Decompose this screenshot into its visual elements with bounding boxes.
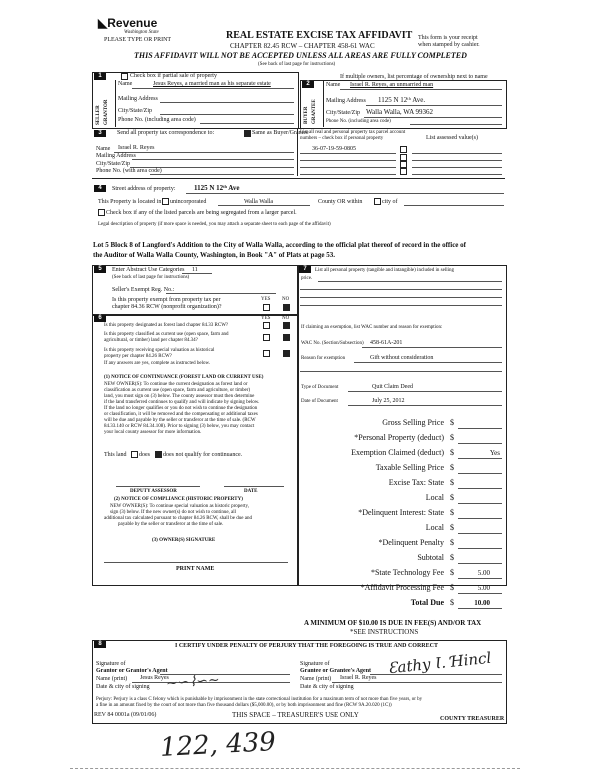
legal-description-label: Legal description of property (if more space is needed, you may attach a separate sheet to each page of the affidavit) (98, 222, 331, 227)
owner-print-name-field[interactable] (104, 562, 288, 563)
please-type-note: PLEASE TYPE OR PRINT (104, 37, 172, 43)
city-of-label: city of (382, 199, 398, 205)
fee-label: Subtotal (417, 553, 444, 562)
print-name-label: PRINT NAME (176, 566, 215, 572)
seller-city-label: City/State/Zip (118, 108, 152, 114)
grantee-signature-label-2: Grantee or Grantee's Agent (300, 668, 372, 674)
see-instructions-note: *SEE INSTRUCTIONS (350, 628, 419, 636)
logo-mark-icon: ◣ (98, 16, 108, 30)
assessed-value-header: List assessed value(s) (426, 135, 478, 141)
currency-sign: $ (450, 478, 454, 487)
grantor-signature-scribble: ~∽⌇∽~ (165, 672, 221, 692)
notice-continuance-line: classification as current use (open space, farm and agriculture, or timber) (104, 388, 251, 393)
located-in-label: This Property is located in (98, 199, 162, 205)
currency-sign: $ (450, 523, 454, 532)
fee-label: Local (425, 523, 444, 532)
street-address-value[interactable]: 1125 N 12ᵗʰ Ave (194, 184, 240, 192)
parcel-number-1[interactable]: 36-07-19-59-0805 (312, 146, 356, 152)
nonprofit-question-2: chapter 84.36 RCW (nonprofit organization)? (112, 304, 222, 310)
tax-mailing-label: Mailing Address (96, 153, 136, 159)
land-does-label: does (139, 452, 150, 458)
fee-label: Excise Tax: State (388, 478, 444, 487)
grantor-signature-label-1: Signature of (96, 661, 126, 667)
land-does-not-checkbox[interactable] (155, 451, 162, 458)
seller-phone-field[interactable] (200, 123, 294, 124)
partial-sale-label: Check box if partial sale of property (130, 73, 217, 79)
land-does-checkbox[interactable] (131, 451, 138, 458)
form-title: REAL ESTATE EXCISE TAX AFFIDAVIT (226, 30, 413, 41)
land-does-not-label: does not qualify for continuance. (163, 452, 243, 458)
notice-continuance-line: NEW OWNER(S): To continue the current designation as forest land or (104, 382, 248, 387)
historic-question-1: Is this property receiving special valuation as historical (104, 348, 215, 353)
buyer-side-label: BUYER (304, 106, 309, 124)
fee-label: *Delinquent Penalty (378, 538, 444, 547)
parcel-header-2: numbers – check box if personal property (300, 136, 384, 141)
currency-sign: $ (450, 568, 454, 577)
buyer-name-value[interactable]: Israel R. Reyes, an unmarried man (350, 82, 434, 88)
notice-continuance-line: If the land no longer qualifies or you do not wish to continue the designation (104, 406, 258, 411)
tax-name-value[interactable]: Israel R. Reyes (118, 145, 155, 151)
current-use-no-checkbox[interactable] (283, 334, 290, 341)
wac-number-value[interactable]: 458-61A-201 (370, 340, 403, 346)
historic-question-2: property per chapter 84.26 RCW? (104, 354, 172, 359)
land-use-value[interactable]: 11 (192, 267, 198, 273)
notice-continuance-title: (1) NOTICE OF CONTINUANCE (FOREST LAND OR CURRENT USE) (104, 375, 264, 380)
currency-sign: $ (450, 583, 454, 592)
tax-phone-label: Phone No. (with area code) (96, 168, 162, 174)
tax-city-label: City/State/Zip (96, 161, 130, 167)
same-as-buyer-checkbox[interactable] (244, 130, 251, 137)
historic-no-checkbox[interactable] (283, 350, 290, 357)
section-number-4: 4 (94, 185, 106, 192)
city-of-field[interactable] (404, 205, 504, 206)
document-type-value[interactable]: Quit Claim Deed (372, 384, 413, 390)
seller-side-label: SELLER (96, 105, 101, 125)
legal-description-line-1: Lot 5 Block 8 of Langford's Addition to the City of Walla Walla, according to the official plat thereof of record in the office of (93, 241, 466, 249)
forest-no-checkbox[interactable] (283, 322, 290, 329)
multiple-owners-note: If multiple owners, list percentage of ownership next to name (340, 74, 488, 80)
seller-name-label: Name (118, 81, 133, 87)
grantee-name-label: Name (print) (300, 676, 332, 682)
exempt-reg-label: Seller's Exempt Reg. No.: (112, 287, 175, 293)
assessor-date-field[interactable] (224, 486, 284, 487)
this-land-label: This land (104, 452, 127, 458)
nonprofit-question-1: Is this property exempt from property tax per (112, 297, 221, 303)
perjury-warning-1: Perjury: Perjury is a class C felony which is punishable by imprisonment in the state correctional institution for a maximum term of not more than five years, or by (96, 697, 423, 702)
logo-text: Revenue (107, 16, 158, 30)
fee-label: Local (425, 493, 444, 502)
form-see-back: (See back of last page for instructions) (258, 62, 336, 67)
forest-land-question: Is this property designated as forest land chapter 84.33 RCW? (104, 323, 229, 328)
document-type-label: Type of Document (301, 385, 339, 390)
grantee-name-value[interactable]: Israel R. Reyes (340, 675, 377, 681)
currency-sign: $ (450, 418, 454, 427)
parcel-3-personal-checkbox[interactable] (400, 161, 407, 168)
currency-sign: $ (450, 433, 454, 442)
assessor-date-label: DATE (244, 489, 258, 494)
county-value[interactable]: Walla Walla (244, 199, 274, 205)
exemption-reason-label: Reason for exemption (301, 356, 346, 361)
county-label: County OR within (318, 199, 363, 205)
buyer-phone-label: Phone No. (including area code) (326, 119, 391, 124)
document-date-value[interactable]: July 25, 2012 (372, 398, 405, 404)
notice-continuance-line: or classification, it will be removed and the compensating or additional taxes (104, 412, 258, 417)
notice-compliance-line: payable by the seller or transferor at the time of sale. (118, 522, 224, 527)
fee-value[interactable]: Yes (489, 449, 500, 457)
section-number-8: 8 (94, 641, 106, 648)
seller-phone-label: Phone No. (including area code) (118, 117, 196, 123)
nonprofit-no-checkbox[interactable] (283, 304, 290, 311)
handwritten-number: 122, 439 (159, 726, 277, 764)
minimum-due-note: A MINIMUM OF $10.00 IS DUE IN FEE(S) AND/OR TAX (304, 619, 482, 627)
segregated-checkbox[interactable] (98, 209, 105, 216)
historic-yes-checkbox[interactable] (263, 350, 270, 357)
exemption-claim-label: If claiming an exemption, list WAC number and reason for exemption: (301, 325, 443, 330)
notice-continuance-line: your local county assessor for more information. (104, 430, 202, 435)
buyer-phone-field[interactable] (410, 124, 502, 125)
fee-label: *Affidavit Processing Fee (360, 583, 444, 592)
current-use-question-2: agricultural, or timber) land per chapter 84.34? (104, 338, 198, 343)
seller-city-field[interactable] (160, 114, 294, 115)
partial-sale-checkbox[interactable] (121, 73, 128, 80)
fee-value[interactable]: 5.00 (477, 584, 490, 592)
current-use-yes-checkbox[interactable] (263, 334, 270, 341)
nonprofit-yes-label: YES (261, 297, 271, 302)
street-address-label: Street address of property: (112, 186, 176, 192)
currency-sign: $ (450, 508, 454, 517)
forest-yes-checkbox[interactable] (263, 322, 270, 329)
currency-sign: $ (450, 463, 454, 472)
grantee-signature-label-1: Signature of (300, 661, 330, 667)
form-chapter: CHAPTER 82.45 RCW – CHAPTER 458-61 WAC (230, 42, 375, 50)
deputy-assessor-label: DEPUTY ASSESSOR (130, 489, 177, 494)
exempt-reg-field[interactable] (166, 293, 276, 294)
section6-yes-label: YES (261, 316, 271, 321)
grantor-side-label: GRANTOR (104, 99, 109, 125)
treasurer-use-only: THIS SPACE – TREASURER'S USE ONLY (232, 711, 359, 719)
fee-label: *State Technology Fee (370, 568, 444, 577)
segregated-label: Check box if any of the listed parcels are being segregated from a larger parcel. (106, 210, 297, 216)
current-use-question-1: Is this property classified as current use (open space, farm and (104, 332, 229, 337)
fee-label: Exemption Claimed (deduct) (351, 448, 444, 457)
buyer-mailing-value[interactable]: 1125 N 12ᵗʰ Ave. (378, 96, 426, 104)
section-number-7: 7 (299, 266, 311, 273)
grantor-name-value[interactable]: Jesus Reyes (140, 675, 169, 681)
parcel-2-personal-checkbox[interactable] (400, 154, 407, 161)
same-as-buyer-label: Same as Buyer/Grantee (252, 130, 309, 136)
currency-sign: $ (450, 538, 454, 547)
buyer-city-label: City/State/Zip (326, 110, 360, 116)
fee-label-total: Total Due (410, 598, 444, 607)
notice-continuance-line: land, you must sign on (3) below. The county assessor must then determine (104, 394, 255, 399)
form-warning: THIS AFFIDAVIT WILL NOT BE ACCEPTED UNLESS ALL AREAS ARE FULLY COMPLETED (134, 51, 467, 60)
notice-compliance-title: (2) NOTICE OF COMPLIANCE (HISTORIC PROPERTY) (114, 497, 243, 502)
revenue-logo (98, 17, 157, 29)
logo-subtitle: Washington State (124, 30, 159, 35)
receipt-note-1: This form is your receipt (418, 35, 478, 41)
personal-property-label-1: List all personal property (tangible and intangible) included in selling (315, 268, 454, 273)
notice-compliance-line: sign (3) below. If the new owner(s) do not wish to continue, all (110, 510, 237, 515)
certify-statement: I CERTIFY UNDER PENALTY OF PERJURY THAT THE FOREGOING IS TRUE AND CORRECT (175, 643, 438, 649)
tax-phone-field[interactable] (150, 174, 294, 175)
document-date-label: Date of Document (301, 399, 338, 404)
parcel-1-personal-checkbox[interactable] (400, 146, 407, 153)
nonprofit-yes-checkbox[interactable] (263, 304, 270, 311)
section-number-1: 1 (94, 73, 106, 80)
notice-continuance-line: will be due and payable by the seller or transferor at the time of sale. (RCW (104, 418, 256, 423)
unincorporated-label: unincorporated (170, 199, 207, 205)
grantor-date-label: Date & city of signing (96, 684, 150, 690)
owner-signature-label: (3) OWNER(S) SIGNATURE (152, 538, 216, 543)
fee-label: Taxable Selling Price (375, 463, 444, 472)
parcel-4-personal-checkbox[interactable] (400, 168, 407, 175)
exemption-reason-value[interactable]: Gift without consideration (370, 355, 434, 361)
scan-edge-line (70, 768, 520, 769)
deputy-assessor-signature[interactable] (116, 486, 200, 487)
receipt-note-2: when stamped by cashier. (418, 42, 480, 48)
tax-mailing-field[interactable] (132, 159, 294, 160)
seller-mailing-label: Mailing Address (118, 96, 158, 102)
parcel-header-1: List all real and personal property tax parcel account (300, 130, 406, 135)
currency-sign: $ (450, 493, 454, 502)
fee-label: Gross Selling Price (382, 418, 444, 427)
fee-label: *Personal Property (deduct) (354, 433, 444, 442)
buyer-city-value[interactable]: Walla Walla, WA 99362 (366, 108, 434, 116)
any-answers-yes-note: If any answers are yes, complete as instructed below. (104, 361, 211, 366)
section6-no-label: NO (282, 316, 290, 321)
fee-value[interactable]: 5.00 (477, 569, 490, 577)
section-number-2: 2 (302, 81, 314, 88)
grantee-side-label: GRANTEE (312, 99, 317, 124)
fee-label: *Delinquent Interest: State (358, 508, 444, 517)
form-number: REV 84 0001a (09/01/06) (94, 712, 157, 718)
section-number-5: 5 (94, 266, 106, 273)
currency-sign: $ (450, 598, 454, 607)
section-number-6: 6 (94, 315, 106, 322)
perjury-warning-2: a fine in an amount fixed by the court of not more than five thousand dollars ($5,000.00), or by both imprisonment and fine (RCW 9A.20.020 (1C)) (96, 703, 392, 708)
legal-description-line-2: the Auditor of Walla Walla County, Washington, in Book "A" of Plats at page 53. (93, 251, 335, 259)
grantor-signature-label-2: Grantor or Grantor's Agent (96, 668, 168, 674)
grantee-date-label: Date & city of signing (300, 684, 354, 690)
unincorporated-checkbox[interactable] (162, 198, 169, 205)
county-treasurer-label: COUNTY TREASURER (440, 716, 505, 722)
grantee-signature-scribble: Ɛathy Ɩ. Ɦincl (387, 648, 493, 678)
buyer-mailing-label: Mailing Address (326, 98, 366, 104)
notice-compliance-line: NEW OWNER(S): To continue special valuation as historic property, (110, 504, 249, 509)
notice-continuance-line: if the land transferred continues to qualify and will indicate by signing below. (104, 400, 260, 405)
buyer-name-label: Name (326, 82, 341, 88)
tax-name-label: Name (96, 146, 111, 152)
wac-number-label: WAC No. (Section/Subsection) (301, 341, 364, 346)
notice-compliance-line: additional tax calculated pursuant to chapter 84.26 RCW, shall be due and (104, 516, 252, 521)
currency-sign: $ (450, 553, 454, 562)
nonprofit-no-label: NO (282, 297, 290, 302)
send-correspondence-label: Send all property tax correspondence to: (117, 130, 215, 136)
notice-continuance-line: 84.33.140 or RCW 84.34.108). Prior to signing (3) below, you may contact (104, 424, 255, 429)
section-number-3: 3 (94, 130, 106, 137)
seller-name-value[interactable]: Jesus Reyes, a married man as his separate estate (153, 81, 271, 87)
seller-mailing-field[interactable] (160, 102, 294, 103)
city-of-checkbox[interactable] (374, 198, 381, 205)
currency-sign: $ (450, 448, 454, 457)
personal-property-label-2: price. (301, 276, 313, 281)
grantor-name-label: Name (print) (96, 676, 128, 682)
land-use-see-back: (See back of last page for instructions) (112, 275, 190, 280)
fee-value-total[interactable]: 10.00 (474, 599, 490, 607)
land-use-label: Enter Abstract Use Categories (112, 267, 185, 273)
